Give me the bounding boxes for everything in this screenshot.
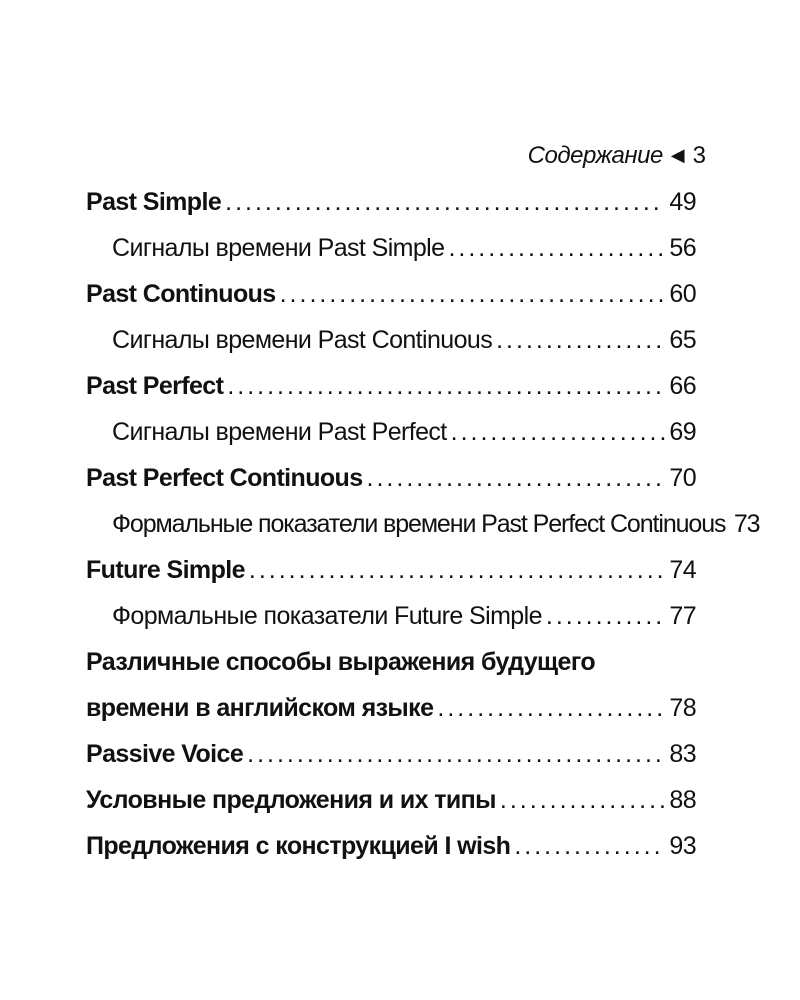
toc-entry-page: 56	[669, 234, 696, 262]
dot-leader	[546, 602, 666, 631]
toc-entry[interactable]	[86, 694, 696, 740]
toc-entry-title: Формальные показатели времени Past Perfect Continuous	[112, 510, 726, 538]
dot-leader	[500, 786, 665, 815]
toc-entry[interactable]	[86, 280, 696, 326]
toc-entry-title: Различные способы выражения будущего	[86, 648, 595, 676]
toc-entry-page: 70	[669, 464, 696, 492]
toc-entry-title: Сигналы времени Past Simple	[112, 234, 445, 262]
dot-leader	[227, 372, 665, 401]
toc-entry-page: 49	[669, 188, 696, 216]
toc-subentry[interactable]	[86, 326, 696, 372]
toc-entry-title: Past Perfect Continuous	[86, 464, 363, 492]
toc-subentry[interactable]	[86, 418, 696, 464]
dot-leader	[247, 740, 665, 769]
toc-entry-title: времени в английском языке	[86, 694, 434, 722]
toc-entry-page: 93	[669, 832, 696, 860]
dot-leader	[514, 832, 665, 861]
toc-entry-title: Сигналы времени Past Continuous	[112, 326, 493, 354]
toc-entry-page: 74	[669, 556, 696, 584]
toc-entry-title: Future Simple	[86, 556, 245, 584]
toc-entry[interactable]	[86, 740, 696, 786]
section-title: Содержание	[527, 142, 663, 169]
toc-entry-page: 66	[669, 372, 696, 400]
toc-entry-title: Past Simple	[86, 188, 222, 216]
dot-leader	[280, 280, 666, 309]
toc-entry[interactable]	[86, 188, 696, 234]
toc-subentry[interactable]	[86, 510, 760, 556]
running-header	[528, 142, 706, 170]
toc-entry-page: 65	[669, 326, 696, 354]
dot-leader	[451, 418, 666, 447]
toc-entry-title: Passive Voice	[86, 740, 244, 768]
toc-entry-title: Формальные показатели Future Simple	[112, 602, 542, 630]
toc-subentry[interactable]	[86, 602, 696, 648]
dot-leader	[496, 326, 665, 355]
left-triangle-icon: ◀	[670, 144, 685, 165]
dot-leader	[225, 188, 665, 217]
dot-leader	[437, 694, 665, 723]
toc-entry[interactable]	[86, 372, 696, 418]
toc-entry[interactable]	[86, 786, 696, 832]
dot-leader	[367, 464, 666, 493]
toc-entry[interactable]	[86, 832, 696, 878]
toc-entry-page: 77	[669, 602, 696, 630]
toc-entry-title: Условные предложения и их типы	[86, 786, 496, 814]
dot-leader	[249, 556, 666, 585]
toc-entry-page: 78	[669, 694, 696, 722]
toc-entry-page: 83	[669, 740, 696, 768]
toc-entry-title: Past Perfect	[86, 372, 224, 400]
table-of-contents	[86, 188, 760, 878]
toc-entry-title-line1[interactable]	[86, 648, 696, 694]
toc-entry-page: 69	[669, 418, 696, 446]
toc-entry-page: 73	[733, 510, 760, 538]
toc-subentry[interactable]	[86, 234, 696, 280]
toc-entry-page: 88	[669, 786, 696, 814]
page-number: 3	[692, 142, 706, 169]
toc-entry-title: Предложения с конструкцией I wish	[86, 832, 511, 860]
toc-entry[interactable]	[86, 464, 696, 510]
toc-entry[interactable]	[86, 556, 696, 602]
toc-entry-title: Past Continuous	[86, 280, 276, 308]
toc-entry-page: 60	[669, 280, 696, 308]
toc-entry-title: Сигналы времени Past Perfect	[112, 418, 447, 446]
dot-leader	[448, 234, 665, 263]
